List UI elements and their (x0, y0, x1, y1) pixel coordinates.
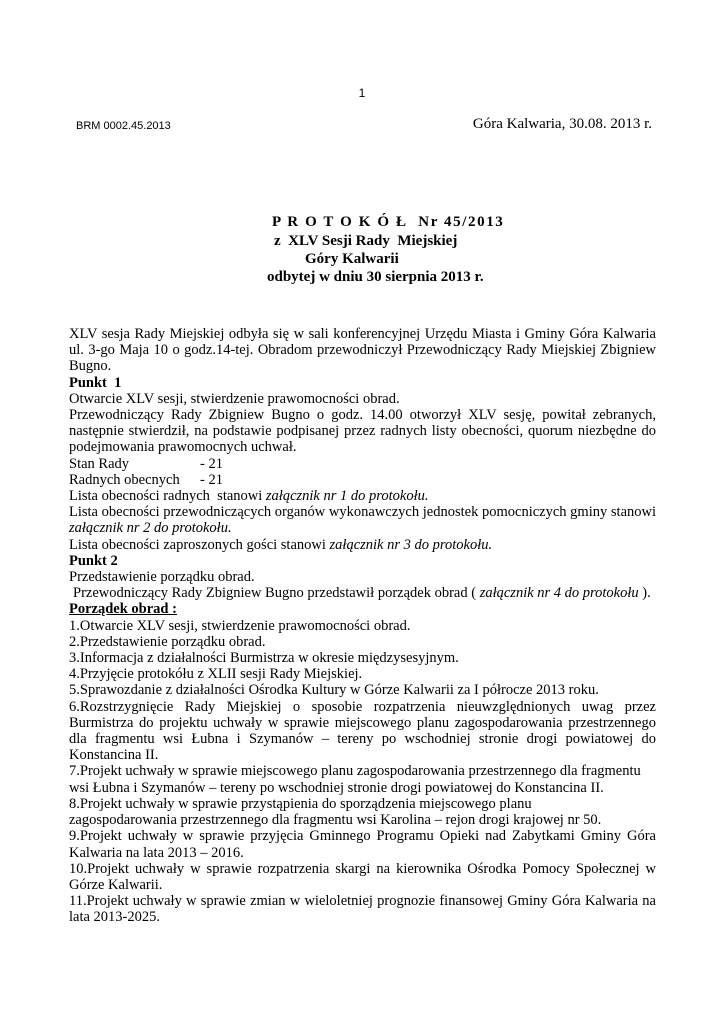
agenda-heading: Porządek obrad : (69, 601, 177, 618)
punkt2-ref: załącznik nr 4 do protokołu (479, 585, 639, 602)
punkt1-subject: Otwarcie XLV sesji, stwierdzenie prawomocności obrad. (69, 390, 400, 407)
lista3-text: Lista obecności zaproszonych gości stanowi (69, 536, 330, 553)
punkt2-text-before: Przewodniczący Rady Zbigniew Bugno przedstawił porządek obrad ( (73, 585, 480, 602)
session-title: z XLV Sesji Rady Miejskiej (274, 233, 458, 249)
stan-rady-label: Stan Rady (69, 455, 130, 472)
agenda-item: 5.Sprawozdanie z działalności Ośrodka Kultury w Górze Kalwarii za I półrocze 2013 roku. (69, 682, 599, 699)
agenda-item: 4.Przyjęcie protokółu z XLII sesji Rady Miejskiej. (69, 666, 363, 683)
agenda-item: 3.Informacja z działalności Burmistrza w okresie międzysesyjnym. (69, 650, 459, 667)
agenda-item-7-line2: wsi Łubna i Szymanów – tereny po wschodniej stronie drogi powiatowej do Konstancina II. (69, 779, 604, 796)
lista-obecnosci-2 (69, 504, 656, 536)
page-number: 1 (358, 86, 366, 100)
agenda-item: 2.Przedstawienie porządku obrad. (69, 633, 266, 650)
agenda-item: 9.Projekt uchwały w sprawie przyjęcia Gminnego Programu Opieki nad Zabytkami Gminy Góra Kalwaria na lata 2013 – 2016. (69, 828, 656, 861)
stan-rady-row (69, 456, 656, 472)
council-name: Góry Kalwarii (305, 251, 399, 267)
punkt2-text (69, 585, 656, 601)
lista2-ref: załącznik nr 2 do protokołu. (69, 520, 232, 537)
punkt2-text-after: ). (638, 585, 651, 602)
document-signature: BRM 0002.45.2013 (76, 120, 171, 132)
session-date: odbytej w dniu 30 sierpnia 2013 r. (267, 269, 484, 285)
punkt2-subject: Przedstawienie porządku obrad. (69, 569, 255, 586)
agenda-item: 6.Rozstrzygnięcie Rady Miejskiej o sposobie rozpatrzenia nieuwzględnionych uwag przez Burmistrza do projektu uchwały w sprawie miejscowego planu zagospodarowania przestrzennego dla fragmentu wsi Łubna i Szymanów – tereny po wschodniej stronie drogi powiatowej do Konstancina II. (69, 698, 656, 764)
radnych-obecnych-value: - 21 (200, 471, 223, 488)
lista-obecnosci-1 (69, 488, 656, 504)
lista2-text: Lista obecności przewodniczących organów wykonawczych jednostek pomocniczych gminy stanowi (69, 504, 656, 521)
radnych-obecnych-label: Radnych obecnych (69, 471, 180, 488)
place-date: Góra Kalwaria, 30.08. 2013 r. (472, 116, 652, 132)
lista1-text: Lista obecności radnych stanowi (69, 488, 266, 505)
agenda-item: 1.Otwarcie XLV sesji, stwierdzenie prawomocności obrad. (69, 617, 411, 634)
document-body (69, 326, 656, 926)
stan-rady-value: - 21 (200, 455, 223, 472)
lista-obecnosci-3 (69, 537, 656, 553)
agenda-item-8-line1: 8.Projekt uchwały w sprawie przystąpienia do sporządzenia miejscowego planu (69, 795, 532, 812)
intro-paragraph: XLV sesja Rady Miejskiej odbyła się w sali konferencyjnej Urzędu Miasta i Gminy Góra Kalwaria ul. 3-go Maja 10 o godz.14-tej. Obradom przewodniczył Przewodniczący Rady Miejskiej Zbigniew Bugno. (69, 326, 656, 375)
agenda-item-8-line2: zagospodarowania przestrzennego dla fragmentu wsi Karolina – rejon drogi krajowej nr 50. (69, 812, 602, 829)
agenda-item: 10.Projekt uchwały w sprawie rozpatrzenia skargi na kierownika Ośrodka Pomocy Społecznej w Górze Kalwarii. (69, 860, 656, 893)
punkt1-text: Przewodniczący Rady Zbigniew Bugno o godz. 14.00 otworzył XLV sesję, powitał zebranych, następnie stwierdził, na podstawie podpisanej przez radnych listy obecności, quorum niezbędne do podejmowania prawomocnych uchwał. (69, 407, 656, 456)
lista3-ref: załącznik nr 3 do protokołu. (329, 536, 493, 553)
lista1-ref: załącznik nr 1 do protokołu. (265, 488, 429, 505)
punkt2-heading: Punkt 2 (69, 552, 118, 569)
agenda-item: 11.Projekt uchwały w sprawie zmian w wieloletniej prognozie finansowej Gminy Góra Kalwaria na lata 2013-2025. (69, 893, 656, 926)
protocol-title: P R O T O K Ó Ł Nr 45/2013 (272, 214, 505, 230)
radnych-obecnych-row (69, 472, 656, 488)
agenda-item-7-line1: 7.Projekt uchwały w sprawie miejscowego planu zagospodarowania przestrzennego dla fragmentu (69, 763, 641, 780)
punkt1-heading: Punkt 1 (69, 374, 122, 391)
